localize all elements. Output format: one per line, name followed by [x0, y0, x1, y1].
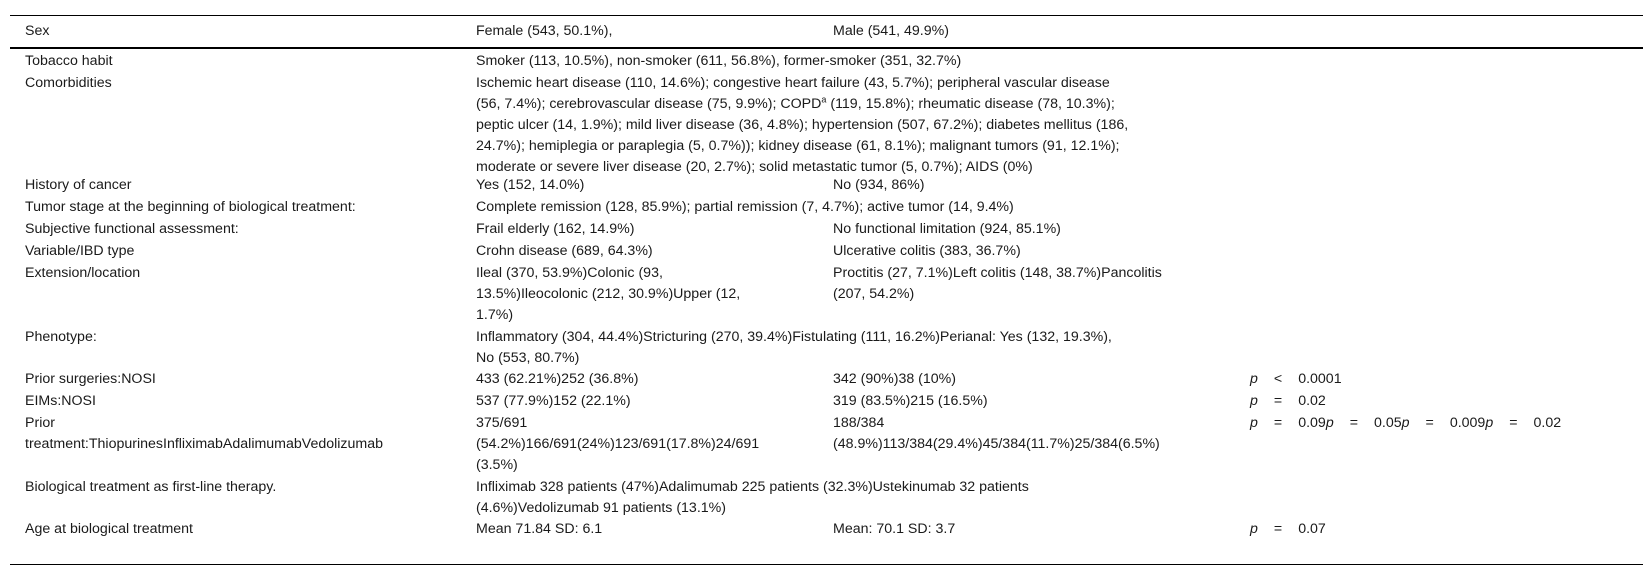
p-number: 0.09: [1298, 415, 1326, 431]
row-label: Extension/location: [25, 265, 141, 281]
p-operator: =: [1273, 521, 1283, 537]
p-symbol: p: [1250, 415, 1258, 431]
table-row-eims: [10, 391, 1643, 413]
table-bottom-rule: [10, 564, 1643, 565]
p-number: 0.02: [1533, 415, 1562, 431]
text-line: 375/691: [476, 415, 528, 431]
row-value-uc: Mean: 70.1 SD: 3.7: [833, 521, 956, 537]
row-label: Age at biological treatment: [25, 521, 193, 537]
row-value-uc: Ulcerative colitis (383, 36.7%): [833, 243, 1021, 259]
row-label: Tumor stage at the beginning of biological treatment:: [25, 199, 356, 215]
text-line: Proctitis (27, 7.1%)Left colitis (148, 38.7%)Pancolitis: [833, 265, 1162, 281]
row-label: Tobacco habit: [25, 53, 113, 69]
table-row-prior-surgeries: [10, 369, 1643, 391]
text-line: (4.6%)Vedolizumab 91 patients (13.1%): [476, 500, 726, 516]
text-line: (207, 54.2%): [833, 286, 915, 302]
p-symbol: p: [1250, 371, 1258, 387]
text-line: Inflammatory (304, 44.4%)Stricturing (270, 39.4%)Fistulating (111, 16.2%)Perianal: Yes (132, 19.3%),: [476, 329, 1112, 345]
footnote-marker: a: [821, 94, 827, 105]
row-value: Complete remission (128, 85.9%); partial remission (7, 4.7%); active tumor (14, 9.4%): [476, 199, 1014, 215]
row-value: [476, 73, 1236, 178]
p-symbol: p: [1325, 415, 1334, 431]
header-female: Female (543, 50.1%),: [476, 23, 613, 39]
row-value-crohn: [476, 263, 836, 326]
p-number: 0.009: [1449, 415, 1486, 431]
text-line: peptic ulcer (14, 1.9%); mild liver disease (36, 4.8%); hypertension (507, 67.2%); diabetes mellitus (186,: [476, 117, 1129, 133]
text-line: No (553, 80.7%): [476, 350, 580, 366]
p-operator: =: [1349, 415, 1358, 431]
row-value-crohn: 537 (77.9%)152 (22.1%): [476, 393, 631, 409]
text-line: (54.2%)166/691(24%)123/691(17.8%)24/691: [476, 436, 760, 452]
p-number: 0.05: [1374, 415, 1402, 431]
header-label: Sex: [25, 23, 50, 39]
row-value-uc: [833, 263, 1213, 305]
text-line: 1.7%): [476, 307, 514, 323]
text-line: Prior: [25, 415, 55, 431]
table-row-comorbidities: [10, 73, 1643, 175]
row-label: [25, 413, 465, 455]
text-line: Ischemic heart disease (110, 14.6%); congestive heart failure (43, 5.7%); peripheral vascular disease: [476, 75, 1110, 91]
table-row-age: [10, 519, 1643, 541]
p-operator: =: [1425, 415, 1434, 431]
row-label: History of cancer: [25, 177, 132, 193]
row-label: Biological treatment as first-line therapy.: [25, 479, 277, 495]
p-number: 0.07: [1298, 521, 1326, 537]
row-label: EIMs:NOSI: [25, 393, 96, 409]
row-value: [476, 477, 1236, 519]
table-row-phenotype: [10, 327, 1643, 369]
text-line: treatment:ThiopurinesInfliximabAdalimumabVedolizumab: [25, 436, 384, 452]
p-value: [1250, 369, 1643, 390]
table-row-history-cancer: [10, 175, 1643, 197]
row-value-frail: Frail elderly (162, 14.9%): [476, 221, 635, 237]
row-value: Smoker (113, 10.5%), non-smoker (611, 56.8%), former-smoker (351, 32.7%): [476, 53, 962, 69]
row-value-uc: 319 (83.5%)215 (16.5%): [833, 393, 988, 409]
text-part: (56, 7.4%); cerebrovascular disease (75, 9.9%); COPD: [476, 96, 822, 112]
text-line: moderate or severe liver disease (20, 2.7%); solid metastatic tumor (5, 0.7%); AIDS (0%): [476, 159, 1033, 175]
text-line: 188/384: [833, 415, 885, 431]
p-symbol: p: [1401, 415, 1410, 431]
table-row-tobacco: [10, 51, 1643, 73]
text-line: 13.5%)Ileocolonic (212, 30.9%)Upper (12,: [476, 286, 741, 302]
p-symbol: p: [1250, 393, 1258, 409]
row-label: Comorbidities: [25, 75, 112, 91]
text-line: [476, 94, 1236, 115]
p-number: 0.0001: [1298, 371, 1342, 387]
row-label: Subjective functional assessment:: [25, 221, 239, 237]
p-values: [1250, 413, 1643, 434]
table-row-prior-treatment: [10, 413, 1643, 477]
p-operator: =: [1273, 415, 1283, 431]
table-row-ibd-type: [10, 241, 1643, 263]
p-value: [1250, 519, 1643, 540]
row-value-crohn: Crohn disease (689, 64.3%): [476, 243, 653, 259]
table-row-extension: [10, 263, 1643, 327]
table-row-functional: [10, 219, 1643, 241]
p-number: 0.02: [1298, 393, 1326, 409]
p-operator: <: [1273, 371, 1283, 387]
row-value-crohn: Mean 71.84 SD: 6.1: [476, 521, 603, 537]
clinical-characteristics-table: [10, 15, 1643, 541]
row-value-uc: 342 (90%)38 (10%): [833, 371, 957, 387]
row-value-no-limit: No functional limitation (924, 85.1%): [833, 221, 1061, 237]
row-value-no: No (934, 86%): [833, 177, 925, 193]
text-line: Infliximab 328 patients (47%)Adalimumab 225 patients (32.3%)Ustekinumab 32 patients: [476, 479, 1029, 495]
table-row-tumor-stage: [10, 197, 1643, 219]
row-value-crohn: [476, 413, 836, 476]
text-line: Ileal (370, 53.9%)Colonic (93,: [476, 265, 663, 281]
table-header-row: [10, 16, 1643, 49]
text-line: (48.9%)113/384(29.4%)45/384(11.7%)25/384(6.5%): [833, 436, 1160, 452]
row-value: [476, 327, 1236, 369]
row-value-crohn: 433 (62.21%)252 (36.8%): [476, 371, 639, 387]
row-value-yes: Yes (152, 14.0%): [476, 177, 585, 193]
text-line: 24.7%); hemiplegia or paraplegia (5, 0.7%)); kidney disease (61, 8.1%); malignant tumors (91, 12.1%);: [476, 138, 1120, 154]
text-part: (119, 15.8%); rheumatic disease (78, 10.3%);: [826, 96, 1115, 112]
p-symbol: p: [1485, 415, 1494, 431]
row-label: Variable/IBD type: [25, 243, 135, 259]
header-male: Male (541, 49.9%): [833, 23, 949, 39]
table-row-first-line: [10, 477, 1643, 519]
row-label: Phenotype:: [25, 329, 97, 345]
p-operator: =: [1273, 393, 1283, 409]
p-operator: =: [1509, 415, 1518, 431]
text-line: (3.5%): [476, 457, 518, 473]
row-label: Prior surgeries:NOSI: [25, 371, 156, 387]
p-symbol: p: [1250, 521, 1258, 537]
p-value: [1250, 391, 1643, 412]
row-value-uc: [833, 413, 1213, 455]
